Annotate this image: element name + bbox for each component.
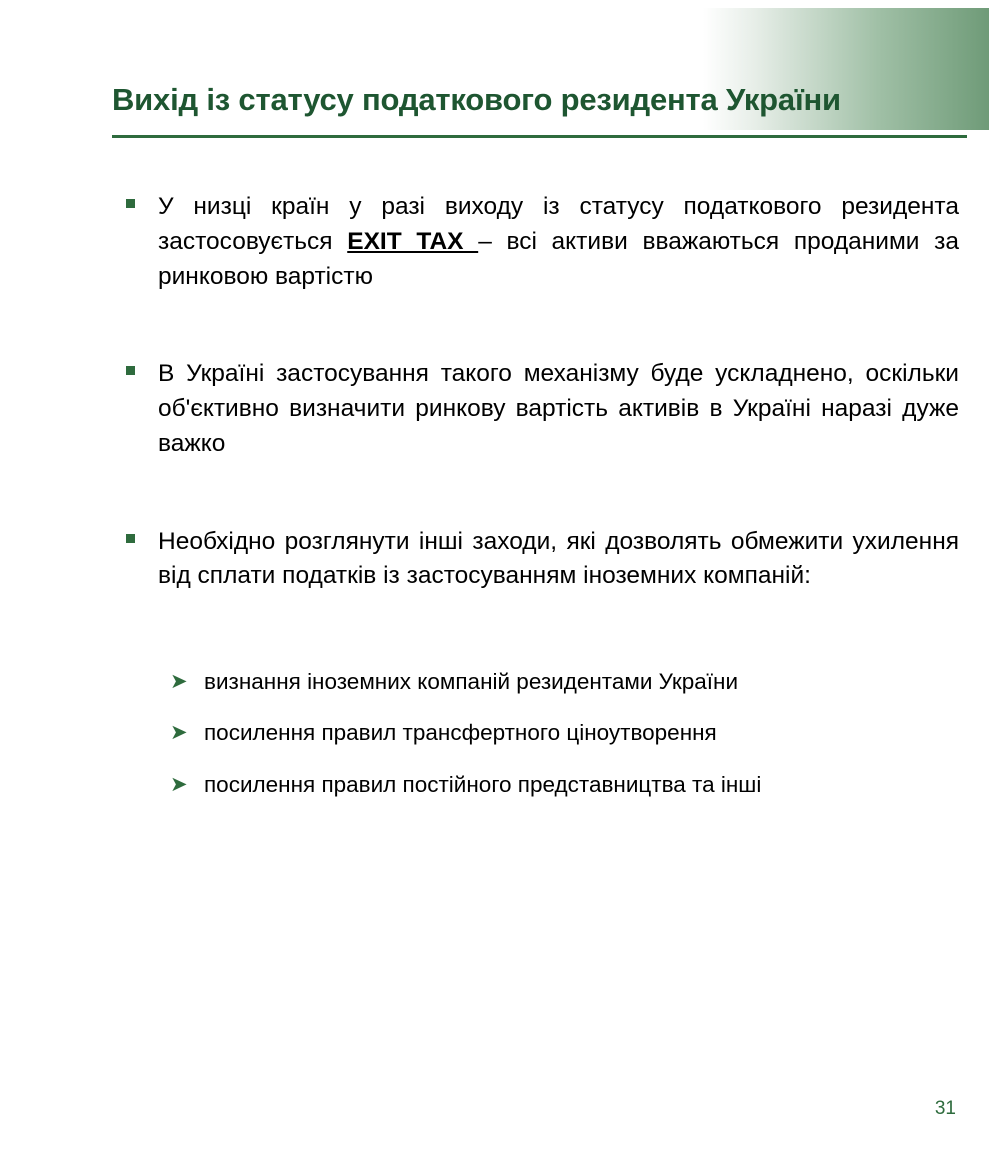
page-title: Вихід із статусу податкового резидента України — [112, 82, 841, 117]
sub-bullet-text: посилення правил постійного представництва та інші — [204, 771, 762, 797]
bullet-text — [158, 190, 959, 294]
bullet-text: Необхідно розглянути інші заходи, які дозволять обмежити ухилення від сплати податків із застосуванням іноземних компаній: — [158, 527, 959, 590]
bullet-item — [0, 357, 989, 461]
title-band — [0, 8, 989, 130]
square-bullet-icon — [126, 199, 135, 208]
square-bullet-icon — [126, 366, 135, 375]
bullet-item — [0, 190, 989, 294]
bullet-text-after: – всі активи вважаються проданими за ринковою вартістю — [158, 227, 959, 290]
page-number: 31 — [934, 1098, 956, 1119]
bullet-item — [0, 525, 989, 595]
arrow-bullet-icon: ➤ — [170, 772, 188, 796]
sub-bullet-text: визнання іноземних компаній резидентами України — [204, 669, 739, 695]
sub-bullet-item — [0, 771, 989, 799]
sub-bullet-item — [0, 719, 989, 747]
bullet-text: В Україні застосування такого механізму буде ускладнено, оскільки об'єктивно визначити ринкову вартість активів в Україні наразі дуже важко — [158, 360, 959, 457]
title-underline-rule — [112, 135, 967, 138]
sub-bullet-list — [0, 668, 989, 798]
slide-body — [0, 190, 989, 822]
bullet-text-emphasis: EXIT TAX — [347, 227, 479, 255]
bullet-text-before: У низці країн у разі виходу із статусу податкового резидента застосовується — [158, 193, 959, 255]
sub-bullet-text: посилення правил трансфертного ціноутворення — [204, 720, 717, 746]
square-bullet-icon — [126, 534, 135, 543]
arrow-bullet-icon: ➤ — [170, 721, 188, 745]
sub-bullet-item — [0, 668, 989, 696]
arrow-bullet-icon: ➤ — [170, 670, 188, 694]
